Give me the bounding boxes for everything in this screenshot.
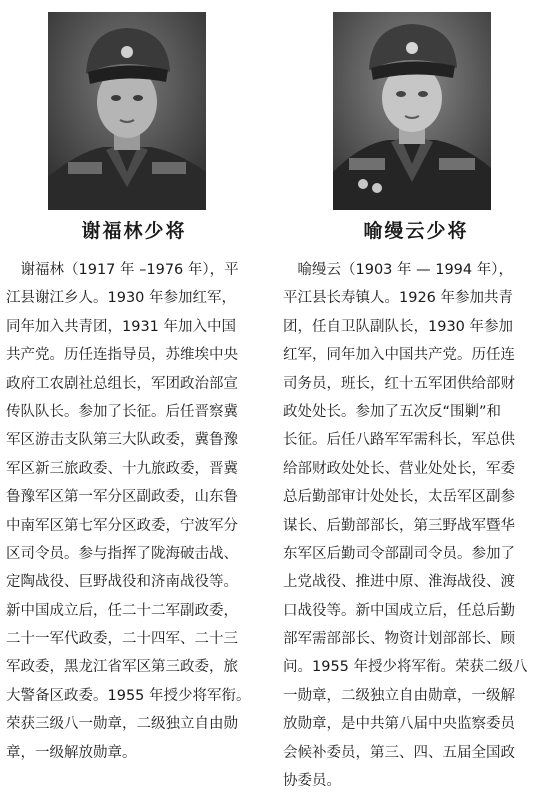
bio-line: 传队队长。参加了长征。后任晋察冀	[6, 403, 238, 420]
bio-line: 红军，同年加入中国共产党。历任连	[283, 347, 515, 364]
bio-line: 军政委，黑龙江省军区第三政委，旅	[6, 659, 238, 676]
bio-line: 政府工农剧社总组长，军团政治部宣	[6, 375, 238, 392]
bio-line: 定陶战役、巨野战役和济南战役等。	[6, 574, 238, 591]
bio-line: 共产党。历任连指导员，苏维埃中央	[6, 347, 238, 364]
bio-line: 团，任自卫队副队长，1930 年参加	[283, 318, 514, 335]
bio-line: 大警备区政委。1955 年授少将军衔。	[6, 687, 251, 704]
general-name: 喻缦云少将	[363, 220, 469, 242]
biography-text	[6, 256, 268, 767]
general-name: 谢福林少将	[81, 220, 187, 242]
bio-line: 部军需部部长、物资计划部部长、顾	[283, 631, 515, 648]
portrait-photo	[333, 12, 491, 210]
biography-text	[283, 256, 542, 795]
bio-line: 总后勤部审计处处长，太岳军区副参	[283, 489, 515, 506]
portrait-photo	[48, 12, 206, 210]
portrait-image	[333, 12, 491, 210]
bio-line: 章，一级解放勋章。	[6, 744, 137, 761]
bio-line: 江县谢江乡人。1930 年参加红军，	[6, 290, 237, 307]
bio-line: 问。1955 年授少将军衔。荣获二级八	[283, 659, 528, 676]
bio-line: 二十一军代政委，二十四军、二十三	[6, 631, 238, 648]
bio-line: 口战役等。新中国成立后，任总后勤	[283, 602, 515, 619]
bio-line: 一勋章，二级独立自由勋章，一级解	[283, 687, 515, 704]
bio-line: 军区新三旅政委、十九旅政委，晋冀	[6, 460, 238, 477]
bio-line: 谋长、后勤部部长，第三野战军暨华	[283, 517, 515, 534]
bio-line: 政处处长。参加了五次反“围剿”和	[283, 403, 502, 420]
bio-line: 放勋章，是中共第八届中央监察委员	[283, 716, 515, 733]
bio-line: 区司令员。参与指挥了陇海破击战、	[6, 545, 238, 562]
bio-line: 军区游击支队第三大队政委，冀鲁豫	[6, 432, 238, 449]
bio-line: 同年加入共青团，1931 年加入中国	[6, 318, 237, 335]
portrait-image	[48, 12, 206, 210]
bio-line: 平江县长寿镇人。1926 年参加共青	[283, 290, 514, 307]
bio-line: 协委员。	[283, 773, 341, 790]
bio-line: 新中国成立后，任二十二军副政委，	[6, 602, 238, 619]
bio-line: 荣获三级八一勋章，二级独立自由勋	[6, 716, 238, 733]
bio-line: 上党战役、推进中原、淮海战役、渡	[283, 574, 515, 591]
bio-line: 长征。后任八路军军需科长，军总供	[283, 432, 515, 449]
bio-line: 东军区后勤司令部副司令员。参加了	[283, 545, 515, 562]
bio-line: 谢福林（1917 年 –1976 年），平	[6, 262, 239, 278]
bio-line: 给部财政处处长、营业处处长，军委	[283, 460, 515, 477]
bio-line: 司务员，班长，红十五军团供给部财	[283, 375, 515, 392]
bio-line: 会候补委员，第三、四、五届全国政	[283, 744, 515, 761]
bio-line: 鲁豫军区第一军分区副政委，山东鲁	[6, 489, 238, 506]
bio-line: 喻缦云（1903 年 — 1994 年），	[283, 262, 513, 278]
bio-line: 中南军区第七军分区政委，宁波军分	[6, 517, 238, 534]
